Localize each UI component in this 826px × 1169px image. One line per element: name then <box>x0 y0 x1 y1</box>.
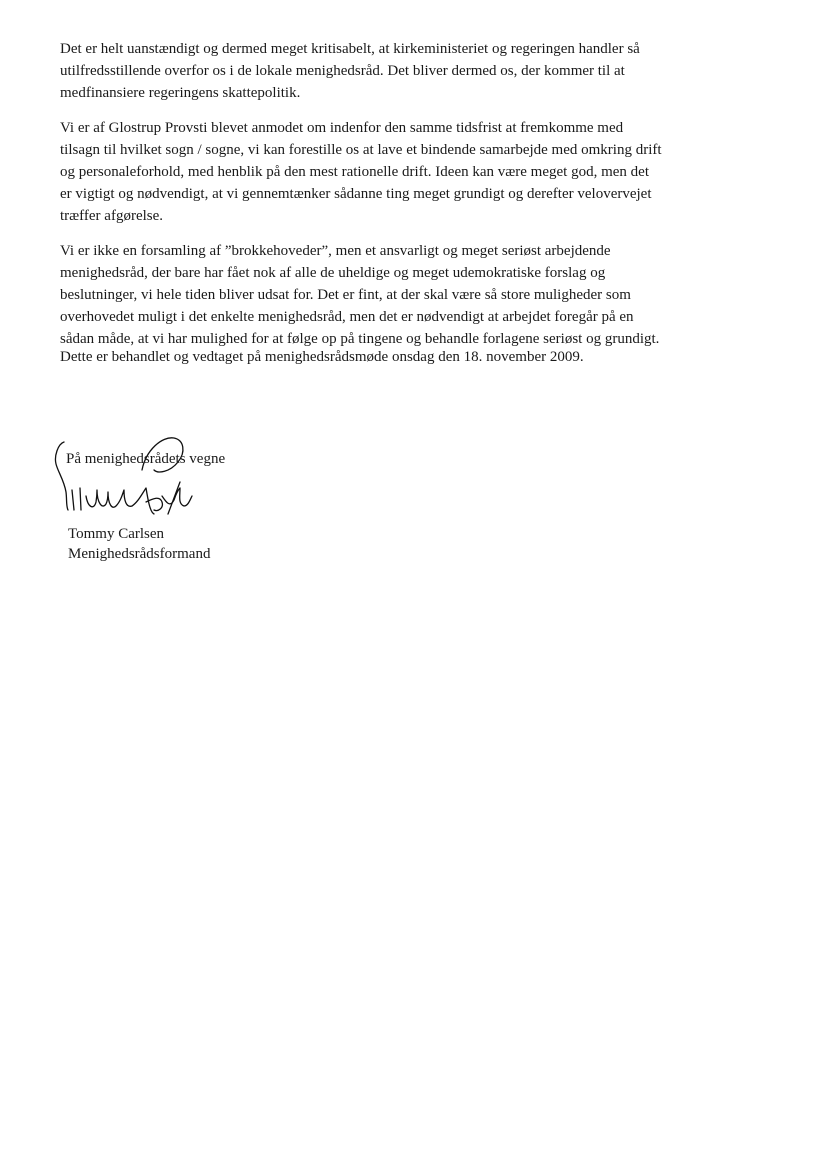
paragraph-criticism <box>60 38 760 104</box>
text-line: beslutninger, vi hele tiden bliver udsat for. Det er fint, at der skal være så store muligheder som <box>60 287 631 303</box>
handwritten-signature <box>50 430 250 530</box>
text-line: Dette er behandlet og vedtaget på menighedsrådsmøde onsdag den 18. november 2009. <box>60 349 584 365</box>
signer-name: Tommy Carlsen <box>68 526 165 542</box>
text-line: og personaleforhold, med henblik på den mest rationelle drift. Ideen kan være meget god, men det <box>60 164 649 180</box>
closing-phrase: På menighedsrådets vegne <box>66 451 226 467</box>
text-line: Det er helt uanstændigt og dermed meget kritisabelt, at kirkeministeriet og regeringen handler så <box>60 41 640 57</box>
signer-title: Menighedsrådsformand <box>68 546 211 562</box>
text-line: Vi er ikke en forsamling af ”brokkehoveder”, men et ansvarligt og meget seriøst arbejdende <box>60 243 611 259</box>
text-line: menighedsråd, der bare har fået nok af alle de uheldige og meget udemokratiske forslag og <box>60 265 606 281</box>
signature-block <box>50 430 310 570</box>
text-line: træffer afgørelse. <box>60 208 164 224</box>
text-line: tilsagn til hvilket sogn / sogne, vi kan forestille os at lave et bindende samarbejde med omkring drift <box>60 142 662 158</box>
text-line: medfinansiere regeringens skattepolitik. <box>60 85 301 101</box>
text-line: sådan måde, at vi har mulighed for at følge op på tingene og behandle forlagene seriøst og grundigt. <box>60 331 660 347</box>
text-line: Vi er af Glostrup Provsti blevet anmodet om indenfor den samme tidsfrist at fremkomme med <box>60 120 624 136</box>
paragraph-responsible-council <box>60 240 760 350</box>
text-line: er vigtigt og nødvendigt, at vi gennemtænker sådanne ting meget grundigt og derefter velovervejet <box>60 186 652 202</box>
paragraph-provsti-request <box>60 117 760 227</box>
paragraph-approval <box>60 346 760 368</box>
text-line: utilfredsstillende overfor os i de lokale menighedsråd. Det bliver dermed os, der kommer til at <box>60 63 625 79</box>
text-line: overhovedet muligt i det enkelte menighedsråd, men det er nødvendigt at arbejdet foregår på en <box>60 309 634 325</box>
